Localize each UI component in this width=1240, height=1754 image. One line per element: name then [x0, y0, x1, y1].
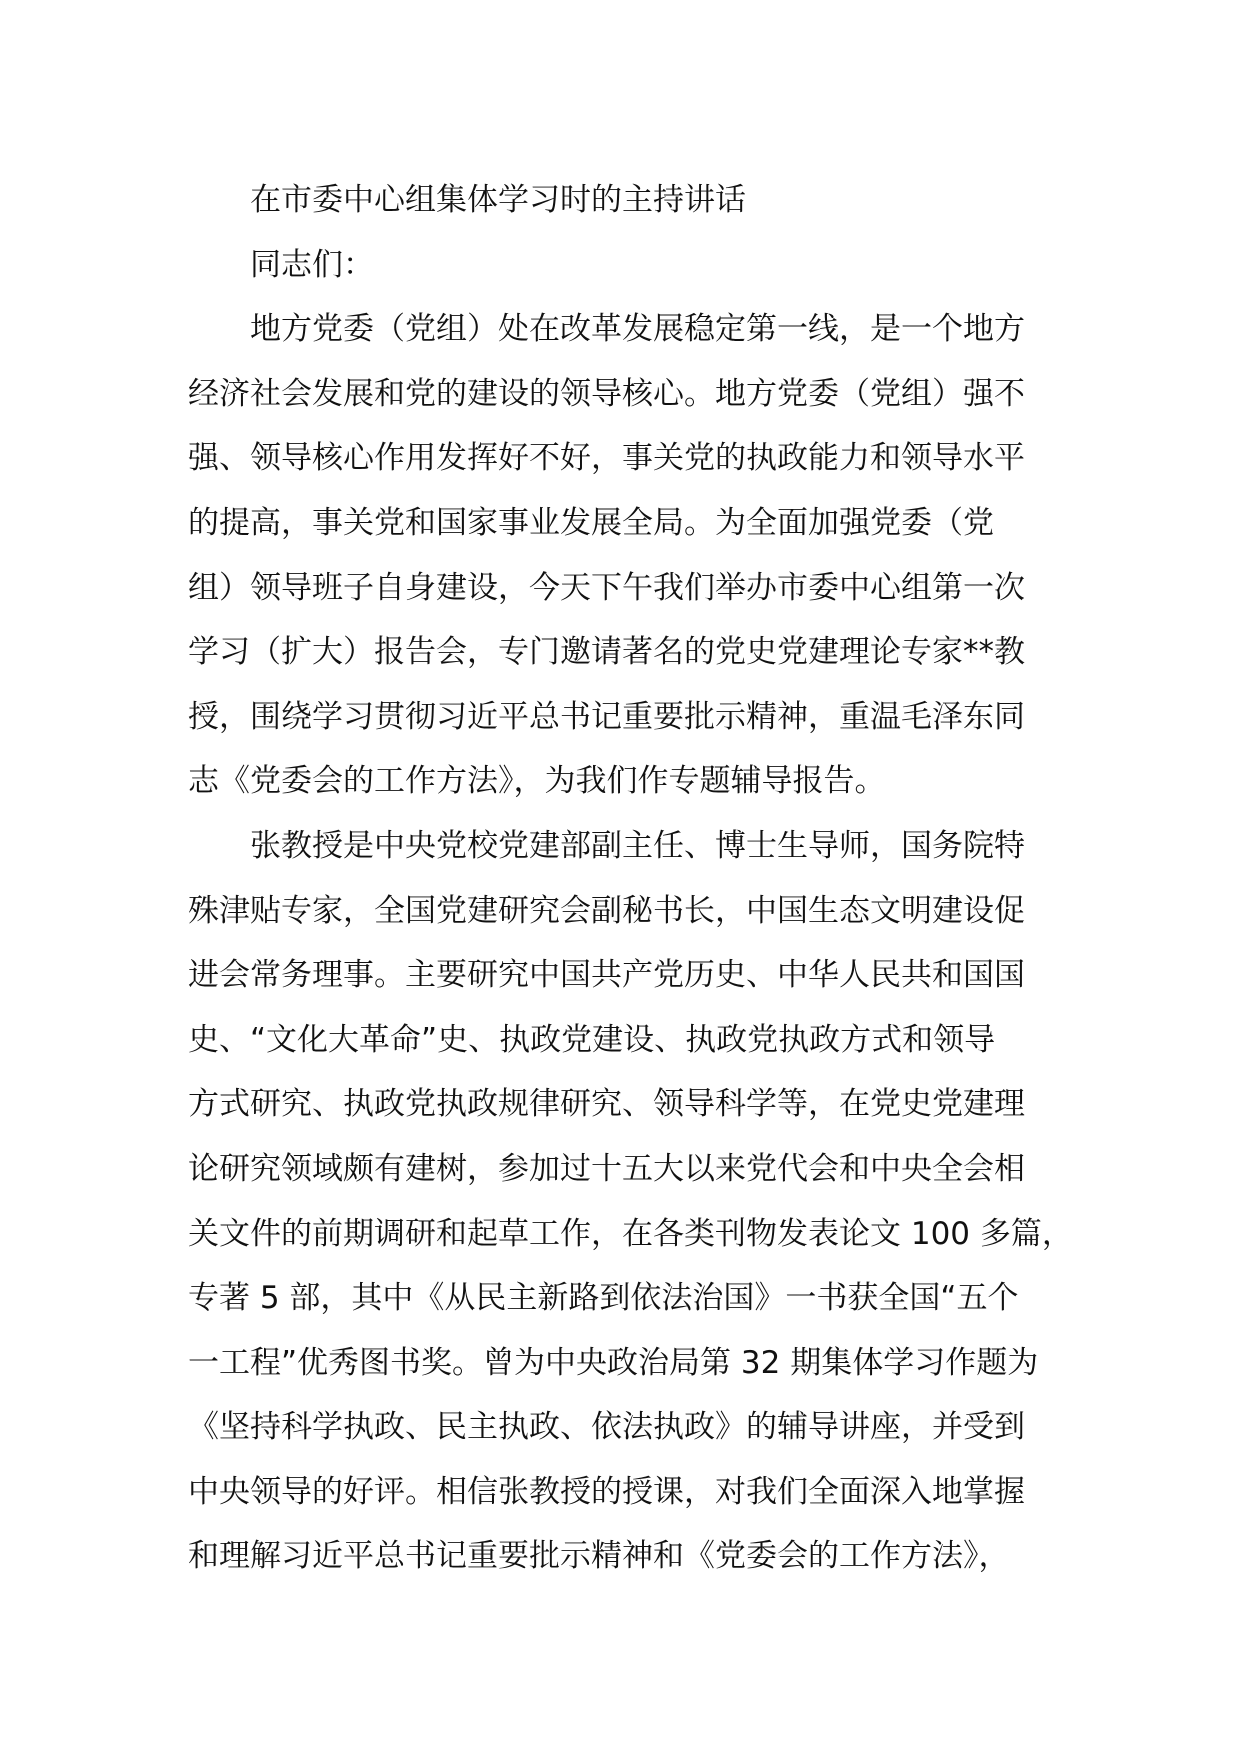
paragraph-line: 的提高，事关党和国家事业发展全局。为全面加强党委（党	[188, 504, 994, 541]
paragraph-line: 和理解习近平总书记重要批示精神和《党委会的工作方法》，	[188, 1538, 1010, 1575]
paragraph-1	[188, 297, 1068, 814]
paragraph-line: 学习（扩大）报告会，专门邀请著名的党史党建理论专家**教	[188, 634, 1025, 671]
paragraph-line: 关文件的前期调研和起草工作，在各类刊物发表论文 100 多篇，	[188, 1215, 1073, 1252]
paragraph-line: 强、领导核心作用发挥好不好，事关党的执政能力和领导水平	[188, 440, 1025, 477]
paragraph-line: 中央领导的好评。相信张教授的授课，对我们全面深入地掌握	[188, 1473, 1025, 1510]
paragraph-line: 专著 5 部，其中《从民主新路到依法治国》一书获全国“五个	[188, 1280, 1019, 1317]
paragraph-line: 进会常务理事。主要研究中国共产党历史、中华人民共和国国	[188, 957, 1025, 994]
paragraph-line: 地方党委（党组）处在改革发展稳定第一线，是一个地方	[250, 311, 1025, 348]
paragraph-line: 张教授是中央党校党建部副主任、博士生导师，国务院特	[250, 827, 1025, 864]
salutation: 同志们：	[250, 246, 374, 283]
paragraph-line: 经济社会发展和党的建设的领导核心。地方党委（党组）强不	[188, 375, 1025, 412]
paragraph-line: 史、“文化大革命”史、执政党建设、执政党执政方式和领导	[188, 1021, 996, 1058]
paragraph-line: 一工程”优秀图书奖。曾为中央政治局第 32 期集体学习作题为	[188, 1344, 1039, 1381]
paragraph-2	[188, 814, 1073, 1589]
paragraph-line: 论研究领域颇有建树，参加过十五大以来党代会和中央全会相	[188, 1150, 1025, 1187]
paragraph-line: 组）领导班子自身建设，今天下午我们举办市委中心组第一次	[188, 569, 1025, 606]
document-body	[188, 168, 1073, 1589]
paragraph-line: 授，围绕学习贯彻习近平总书记重要批示精神，重温毛泽东同	[188, 698, 1025, 735]
paragraph-line: 《坚持科学执政、民主执政、依法执政》的辅导讲座，并受到	[188, 1409, 1025, 1446]
paragraph-line: 殊津贴专家，全国党建研究会副秘书长，中国生态文明建设促	[188, 892, 1025, 929]
paragraph-line: 志《党委会的工作方法》，为我们作专题辅导报告。	[188, 763, 886, 800]
document-title: 在市委中心组集体学习时的主持讲话	[250, 182, 746, 218]
paragraph-line: 方式研究、执政党执政规律研究、领导科学等，在党史党建理	[188, 1086, 1025, 1123]
